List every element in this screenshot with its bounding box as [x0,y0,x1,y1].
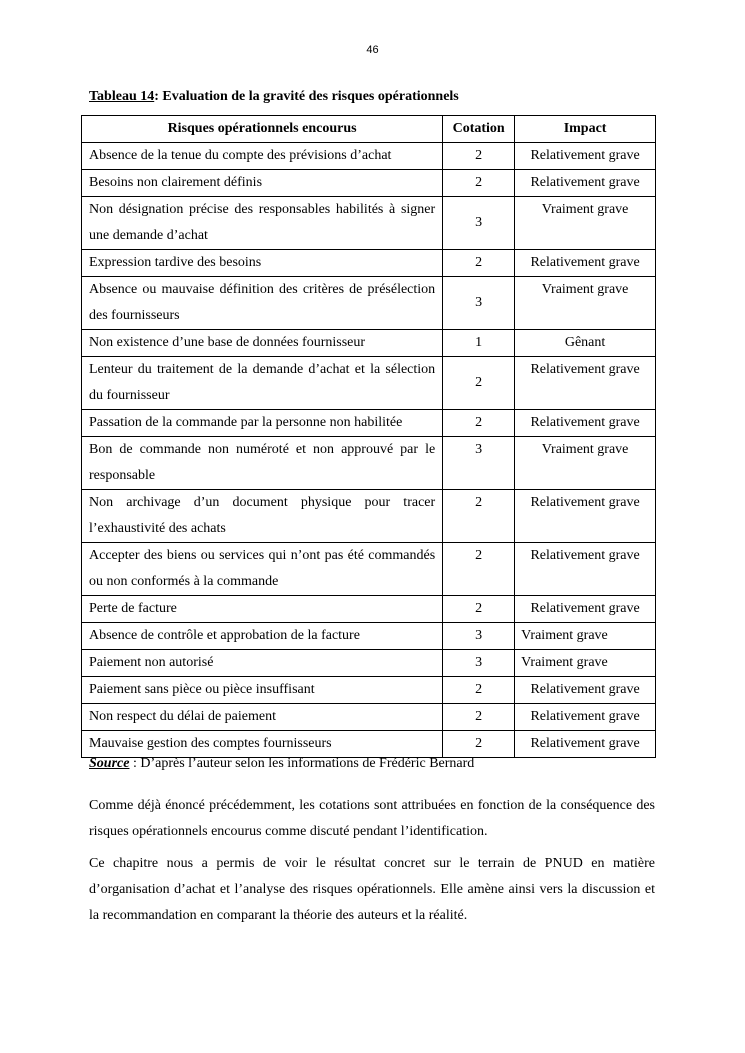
cotation-cell: 3 [443,650,515,677]
source-label: Source [89,756,130,771]
paragraph-cotations: Comme déjà énoncé précédemment, les cotations sont attribuées en fonction de la conséquence des risques opérationnels encourus comme discuté pendant l’identification. [89,798,655,839]
caption-label: Tableau 14 [89,89,155,104]
impact-cell: Relativement grave [515,704,656,731]
risk-cell: Paiement sans pièce ou pièce insuffisant [82,677,443,704]
table-caption [89,89,459,105]
table-header-row [82,116,656,143]
source-note [89,756,474,772]
impact-cell: Relativement grave [515,490,656,543]
table-row [82,143,656,170]
impact-cell: Relativement grave [515,596,656,623]
impact-cell: Vraiment grave [515,623,656,650]
risk-cell: Absence de contrôle et approbation de la facture [82,623,443,650]
cotation-cell: 2 [443,677,515,704]
impact-cell: Relativement grave [515,250,656,277]
risk-cell: Besoins non clairement définis [82,170,443,197]
impact-cell: Vraiment grave [515,437,656,490]
cotation-cell: 2 [443,250,515,277]
risk-cell: Perte de facture [82,596,443,623]
cotation-cell: 3 [443,623,515,650]
source-text: : D’après l’auteur selon les informations de Frédéric Bernard [129,756,475,771]
cotation-cell: 2 [443,543,515,596]
table-row [82,330,656,357]
impact-cell: Relativement grave [515,543,656,596]
caption-title: : Evaluation de la gravité des risques opérationnels [154,89,459,104]
impact-cell: Relativement grave [515,170,656,197]
table-row [82,623,656,650]
table-row [82,197,656,250]
impact-cell: Relativement grave [515,357,656,410]
risk-cell: Non archivage d’un document physique pour tracer l’exhaustivité des achats [82,490,443,543]
impact-cell: Vraiment grave [515,650,656,677]
impact-cell: Vraiment grave [515,197,656,250]
risk-cell: Expression tardive des besoins [82,250,443,277]
impact-cell: Relativement grave [515,143,656,170]
header-cotation: Cotation [443,116,515,143]
cotation-cell: 2 [443,490,515,543]
risk-cell: Non existence d’une base de données fournisseur [82,330,443,357]
table-row [82,650,656,677]
table-row [82,704,656,731]
table-row [82,170,656,197]
header-impact: Impact [515,116,656,143]
risk-cell: Paiement non autorisé [82,650,443,677]
cotation-cell: 2 [443,143,515,170]
risk-cell: Bon de commande non numéroté et non approuvé par le responsable [82,437,443,490]
impact-cell: Relativement grave [515,677,656,704]
table-row [82,677,656,704]
cotation-cell: 2 [443,410,515,437]
table-row [82,596,656,623]
table-row [82,731,656,758]
table-row [82,357,656,410]
page-number: 46 [366,44,379,56]
risk-cell: Absence ou mauvaise définition des critères de présélection des fournisseurs [82,277,443,330]
impact-cell: Vraiment grave [515,277,656,330]
table-row [82,277,656,330]
table-row [82,543,656,596]
table-row [82,437,656,490]
risk-cell: Non respect du délai de paiement [82,704,443,731]
cotation-cell: 3 [443,277,515,330]
impact-cell: Gênant [515,330,656,357]
impact-cell: Relativement grave [515,410,656,437]
cotation-cell: 2 [443,704,515,731]
cotation-cell: 1 [443,330,515,357]
risk-table [81,115,656,758]
header-risk: Risques opérationnels encourus [82,116,443,143]
risk-cell: Lenteur du traitement de la demande d’achat et la sélection du fournisseur [82,357,443,410]
table-row [82,250,656,277]
impact-cell: Relativement grave [515,731,656,758]
table-row [82,490,656,543]
table-row [82,410,656,437]
risk-cell: Absence de la tenue du compte des prévisions d’achat [82,143,443,170]
risk-cell: Passation de la commande par la personne non habilitée [82,410,443,437]
cotation-cell: 3 [443,437,515,490]
cotation-cell: 3 [443,197,515,250]
cotation-cell: 2 [443,596,515,623]
cotation-cell: 2 [443,731,515,758]
cotation-cell: 2 [443,170,515,197]
risk-cell: Accepter des biens ou services qui n’ont pas été commandés ou non conformés à la commande [82,543,443,596]
cotation-cell: 2 [443,357,515,410]
paragraph-conclusion: Ce chapitre nous a permis de voir le résultat concret sur le terrain de PNUD en matière d’organisation d’achat et l’analyse des risques opérationnels. Elle amène ainsi vers la discussion et la recommandation en comparant la théorie des auteurs et la réalité. [89,856,655,923]
risk-cell: Mauvaise gestion des comptes fournisseurs [82,731,443,758]
risk-cell: Non désignation précise des responsables habilités à signer une demande d’achat [82,197,443,250]
